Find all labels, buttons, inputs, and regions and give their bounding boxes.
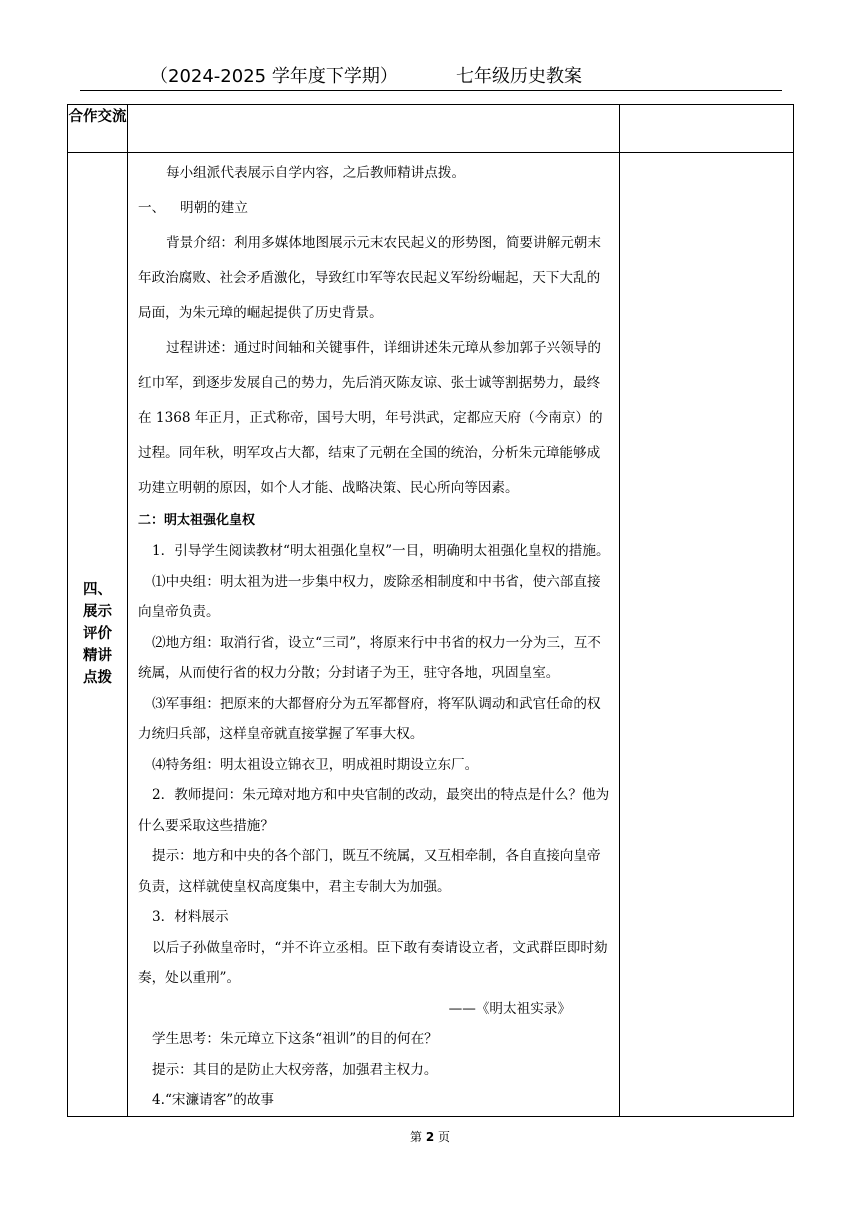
page-footer xyxy=(0,1128,860,1145)
document-title: 七年级历史教案 xyxy=(456,66,582,87)
school-term: （2024-2025 学年度下学期） xyxy=(150,66,398,87)
material-heading: 3．材料展示 xyxy=(152,909,229,925)
row-label-showcase xyxy=(68,153,128,1117)
lesson-plan-table xyxy=(67,104,794,1117)
section-heading-2: 二：明太祖强化皇权 xyxy=(138,513,256,528)
page-label-post: 页 xyxy=(438,1130,451,1144)
row-label-cooperation: 合作交流 xyxy=(68,105,128,153)
content-cell xyxy=(128,153,620,1117)
section-title: 明朝的建立 xyxy=(180,200,248,216)
measure-local: ⑵地方组：取消行省，设立“三司”，将原来行中书省的权力一分为三，互不统属，从而使行省的权力分散；分封诸子为王，驻守各地，巩固皇室。 xyxy=(138,634,601,681)
page-number: 2 xyxy=(425,1130,435,1144)
page-label-pre: 第 xyxy=(409,1130,422,1144)
background-paragraph: 背景介绍：利用多媒体地图展示元末农民起义的形势图，简要讲解元朝末年政治腐败、社会矛盾激化，导致红巾军等农民起义军纷纷崛起，天下大乱的局面，为朱元璋的崛起提供了历史背景。 xyxy=(138,235,601,321)
measure-secret-police: ⑷特务组：明太祖设立锦衣卫，明成祖时期设立东厂。 xyxy=(152,756,479,773)
page-header xyxy=(80,58,782,91)
measure-central: ⑴中央组：明太祖为进一步集中权力，废除丞相制度和中书省，使六部直接向皇帝负责。 xyxy=(138,573,601,620)
process-paragraph: 过程讲述：通过时间轴和关键事件，详细讲述朱元璋从参加郭子兴领导的红巾军，到逐步发展自己的势力，先后消灭陈友谅、张士诚等割据势力，最终在 1368 年正月，正式称帝，国号大明，年号洪武，定都应天府（今南京）的过程。同年秋，明军攻占大都，结束了元朝在全国的统治，分析朱元璋能够成功建立明朝的原因，如个人才能、战略决策、民心所向等因素。 xyxy=(138,340,603,496)
reading-task: 1．引导学生阅读教材“明太祖强化皇权”一目，明确明太祖强化皇权的措施。 xyxy=(152,543,610,559)
teacher-question: 2．教师提问：朱元璋对地方和中央官制的改动，最突出的特点是什么？他为什么要采取这些措施？ xyxy=(138,787,610,834)
notes-cell xyxy=(620,153,794,1117)
row-label-text: 四、展示评价精讲点拨 xyxy=(83,582,112,687)
hint-1: 提示：地方和中央的各个部门，既互不统属，又互相牵制，各自直接向皇帝负责，这样就使皇权高度集中，君主专制大为加强。 xyxy=(138,848,601,895)
material-quote: 以后子孙做皇帝时，“并不许立丞相。臣下敢有奏请设立者，文武群臣即时劾奏，处以重刑”。 xyxy=(138,939,608,986)
content-cell-empty xyxy=(128,105,620,153)
hint-2: 提示：其目的是防止大权旁落，加强君主权力。 xyxy=(152,1061,438,1078)
student-thinking: 学生思考：朱元璋立下这条“祖训”的目的何在？ xyxy=(152,1031,438,1047)
story-heading: 4.“宋濂请客”的故事 xyxy=(152,1092,275,1108)
table-row xyxy=(68,153,794,1117)
quote-source: ——《明太祖实录》 xyxy=(448,1000,571,1017)
table-row xyxy=(68,105,794,153)
intro-text: 每小组派代表展示自学内容，之后教师精讲点拨。 xyxy=(166,165,466,181)
measure-military: ⑶军事组：把原来的大都督府分为五军都督府，将军队调动和武官任命的权力统归兵部，这样皇帝就直接掌握了军事大权。 xyxy=(138,695,601,742)
section-number: 一、 xyxy=(138,200,166,216)
section-heading-1 xyxy=(138,191,611,226)
notes-cell xyxy=(620,105,794,153)
